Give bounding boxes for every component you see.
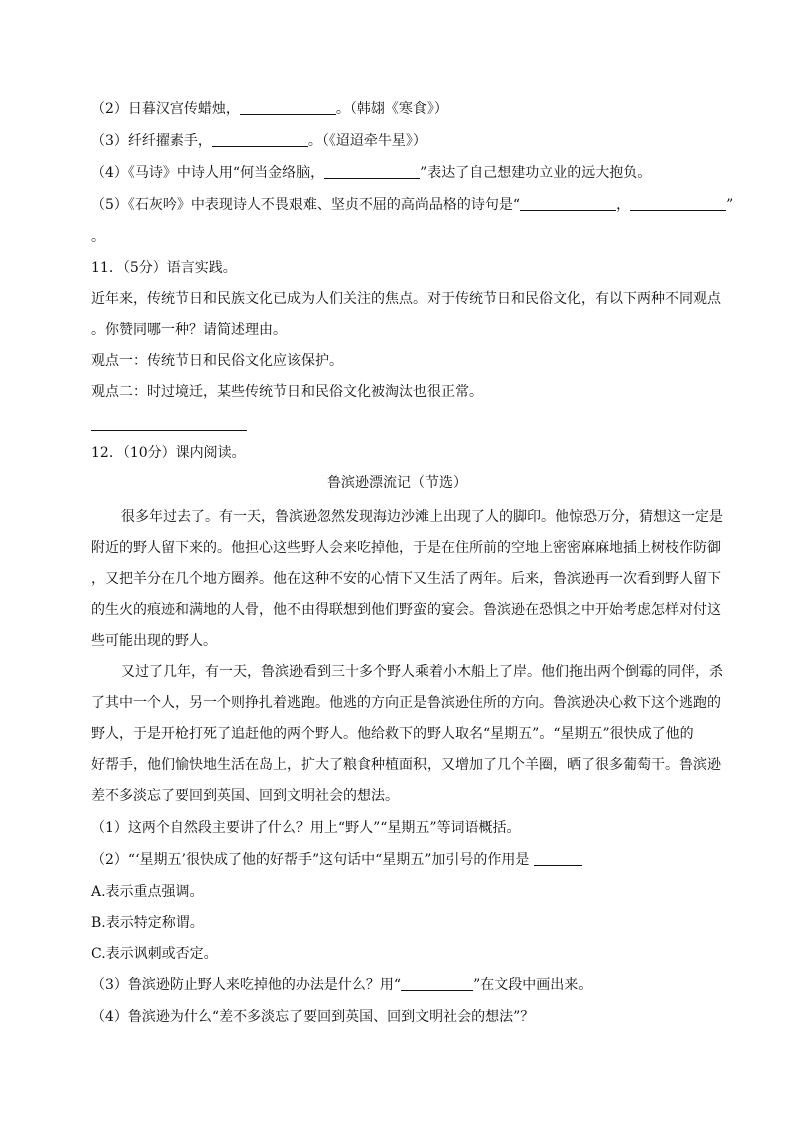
passage-title: 鲁滨逊漂流记（节选） — [327, 475, 467, 491]
passage-p1-line: 些可能出现的野人。 — [91, 633, 217, 649]
item-text: 。（韩翃《寒食》） — [335, 101, 448, 117]
q12-sub-2 — [91, 850, 723, 870]
q11-view-2: 观点二：时过境迁，某些传统节日和民俗文化被淘汰也很正常。 — [91, 384, 483, 400]
q11-paragraph-line2: 。你赞同哪一种？请简述理由。 — [91, 322, 287, 338]
poem-item-2 — [91, 99, 723, 119]
passage-p2-line: 又过了几年，有一天，鲁滨逊看到三十多个野人乘着小木船上了岸。他们拖出两个倒霉的同伴，杀 — [121, 664, 723, 680]
q12-sub-4: （4）鲁滨逊为什么“差不多淡忘了要回到英国、回到文明社会的想法”？ — [91, 1009, 535, 1025]
underline-sample — [401, 976, 473, 991]
item-text: （5）《石灰吟》中表现诗人不畏艰难、坚贞不屈的高尚品格的诗句是“ — [91, 197, 521, 213]
passage-p1-line: 附近的野人留下来的。他担心这些野人会来吃掉他，于是在住所前的空地上密密麻麻地插上树枝作防御 — [91, 540, 721, 556]
item-text: ”在文段中画出来。 — [473, 977, 593, 993]
answer-blank[interactable] — [630, 196, 726, 211]
item-text: （2）日暮汉宫传蜡烛， — [91, 101, 240, 117]
q11-answer-line[interactable] — [91, 430, 247, 431]
q12-sub-3 — [91, 975, 723, 995]
poem-item-5-end: 。 — [91, 229, 105, 245]
q12-heading: 12．（10分）课内阅读。 — [91, 445, 246, 461]
item-text: （4）《马诗》中诗人用“何当金络脑， — [91, 165, 325, 181]
option-c[interactable]: C.表示讽刺或否定。 — [91, 946, 218, 962]
passage-p1-line: ，又把羊分在几个地方圈养。他在这种不安的心情下又生活了两年。后来，鲁滨逊再一次看到野人留下 — [91, 571, 721, 587]
answer-blank[interactable] — [324, 164, 420, 179]
passage-p2-line: 了其中一个人，另一个则挣扎着逃跑。他逃的方向正是鲁滨逊住所的方向。鲁滨逊决心救下这个逃跑的 — [91, 695, 721, 711]
item-text: ” — [726, 197, 734, 213]
answer-blank[interactable] — [212, 132, 308, 147]
item-text: 。（《迢迢牵牛星》） — [307, 133, 427, 149]
poem-item-5 — [91, 195, 734, 215]
answer-blank[interactable] — [520, 196, 616, 211]
poem-item-4 — [91, 163, 723, 183]
answer-blank[interactable] — [240, 100, 336, 115]
passage-p1-line: 的生火的痕迹和满地的人骨，他不由得联想到他们野蛮的宴会。鲁滨逊在恐惧之中开始考虑怎样对付这 — [91, 602, 721, 618]
poem-item-3 — [91, 131, 723, 151]
q11-heading: 11．（5分）语言实践。 — [91, 260, 237, 276]
answer-blank[interactable] — [534, 851, 582, 866]
item-text: ， — [616, 197, 631, 213]
item-text: ”表达了自己想建功立业的远大抱负。 — [420, 165, 652, 181]
option-b[interactable]: B.表示特定称谓。 — [91, 915, 204, 931]
q11-paragraph-line1: 近年来，传统节日和民族文化已成为人们关注的焦点。对于传统节日和民俗文化，有以下两种不同观点 — [91, 291, 721, 307]
passage-p2-line: 野人，于是开枪打死了追赶他的两个野人。他给救下的野人取名“星期五”。“星期五”很快成了他的 — [91, 726, 694, 742]
q12-sub-1: （1）这两个自然段主要讲了什么？用上“野人”“星期五”等词语概括。 — [91, 820, 521, 836]
item-text: （3）鲁滨逊防止野人来吃掉他的办法是什么？用“ — [91, 977, 402, 993]
item-text: （2）“‘星期五’很快成了他的好帮手”这句话中“星期五”加引号的作用是 — [91, 852, 530, 868]
passage-p2-line: 好帮手，他们愉快地生活在岛上，扩大了粮食种植面积，又增加了几个羊圈，晒了很多葡萄干。鲁滨逊 — [91, 757, 721, 773]
passage-p1-line: 很多年过去了。有一天，鲁滨逊忽然发现海边沙滩上出现了人的脚印。他惊恐万分，猜想这一定是 — [121, 509, 723, 525]
item-text: （3）纤纤擢素手， — [91, 133, 212, 149]
option-a[interactable]: A.表示重点强调。 — [91, 884, 204, 900]
passage-p2-line: 差不多淡忘了要回到英国、回到文明社会的想法。 — [91, 788, 399, 804]
q11-view-1: 观点一：传统节日和民俗文化应该保护。 — [91, 353, 343, 369]
